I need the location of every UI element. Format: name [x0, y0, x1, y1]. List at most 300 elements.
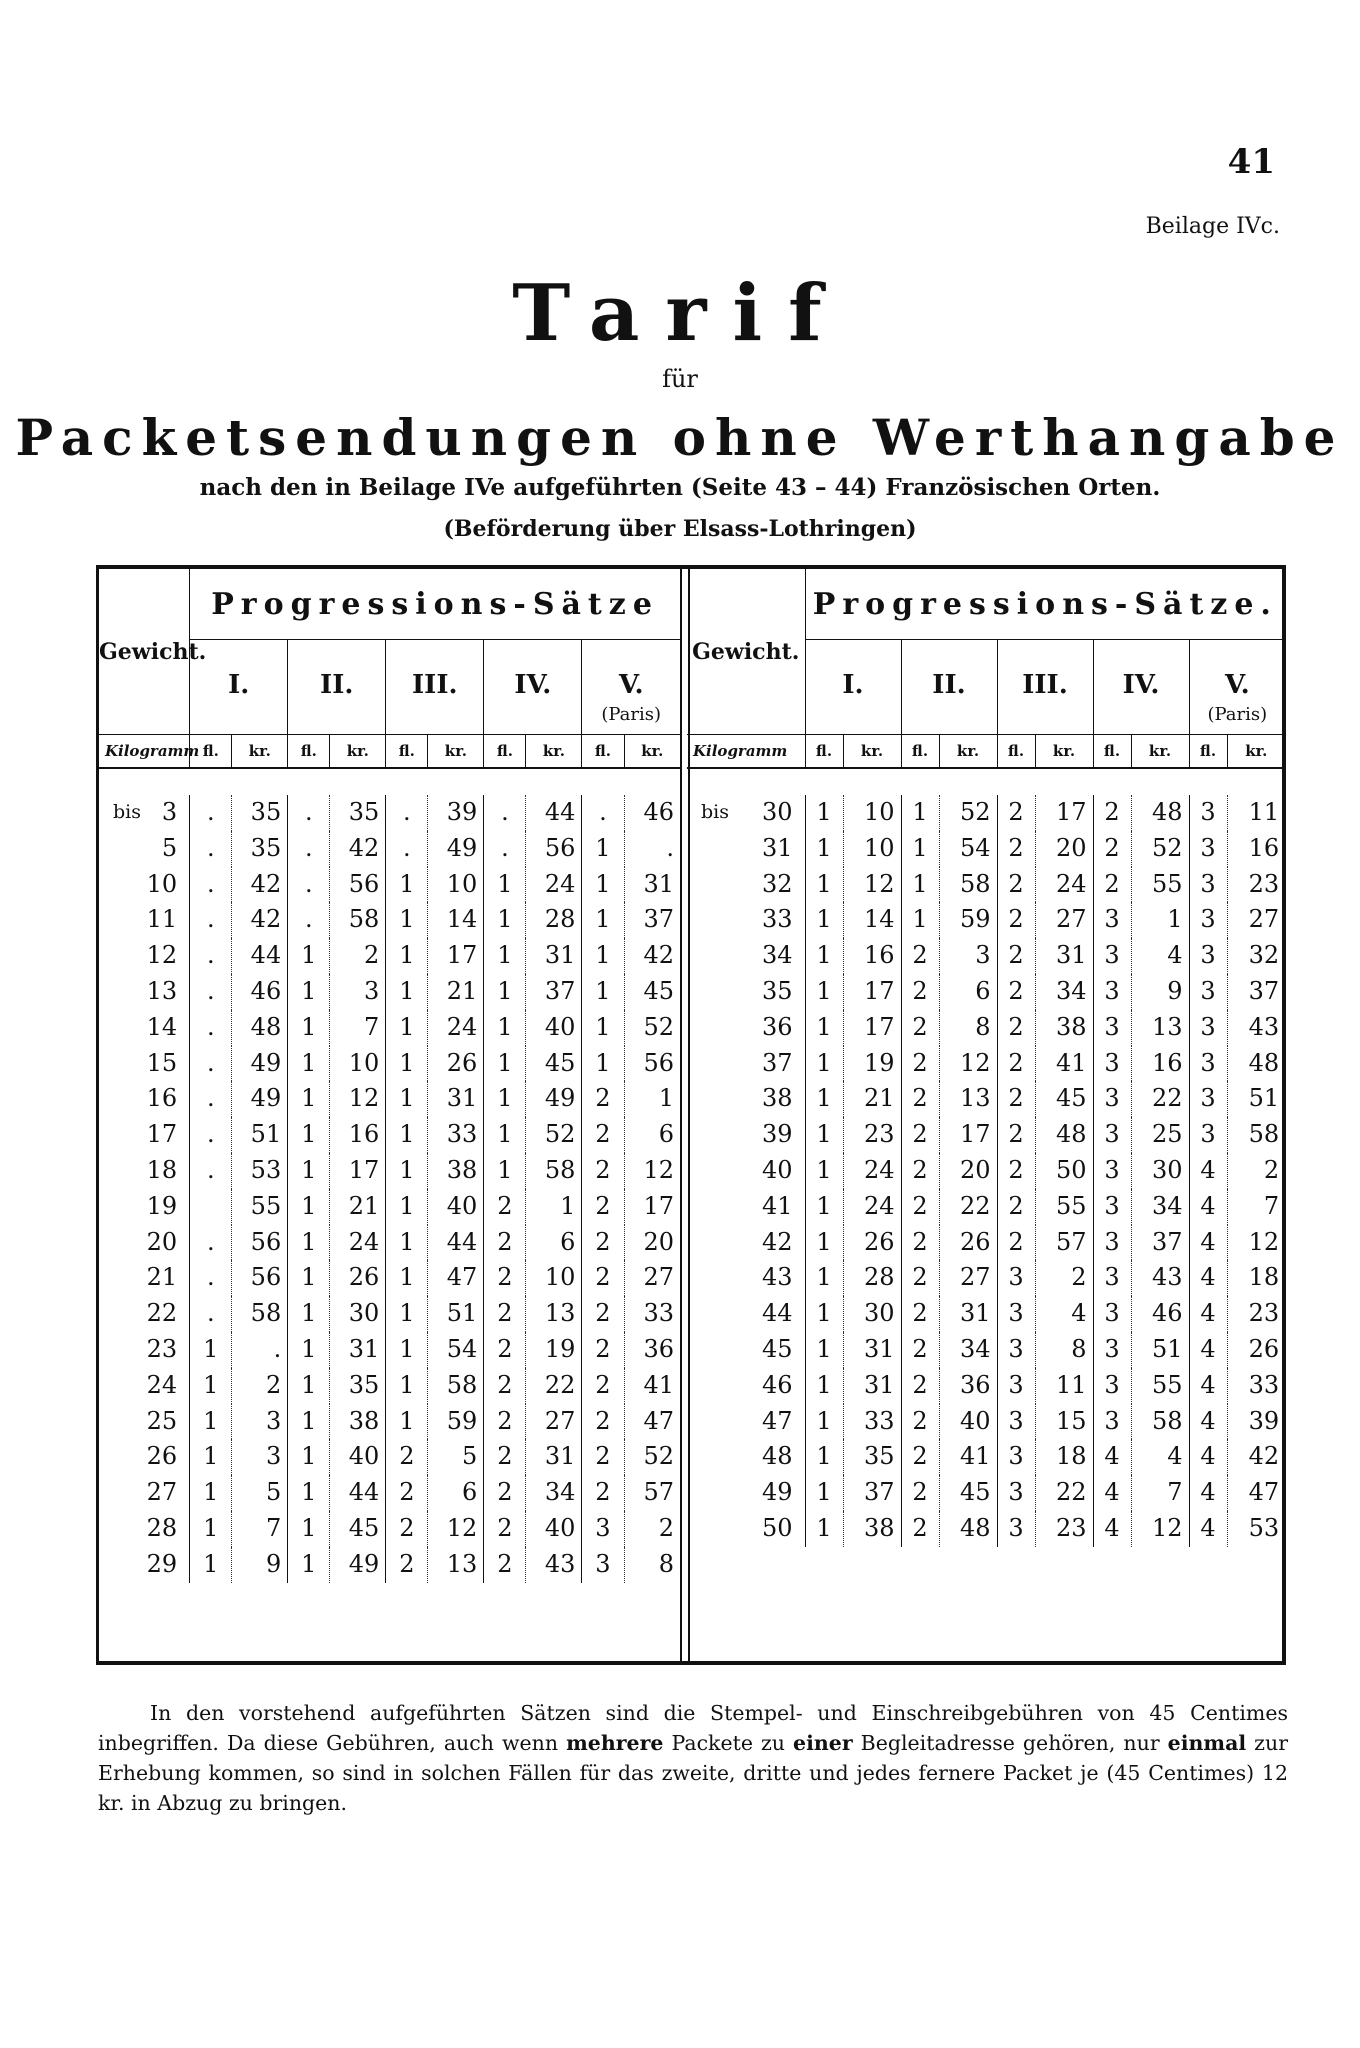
kreuzer-cell: 11	[1227, 795, 1285, 831]
gulden-cell: 1	[288, 1010, 330, 1046]
gulden-cell: 1	[805, 1475, 843, 1511]
kreuzer-cell: 55	[1131, 867, 1189, 903]
gulden-cell: 2	[1093, 867, 1131, 903]
gulden-cell: 2	[582, 1081, 624, 1117]
weight-value: 12	[146, 941, 178, 970]
gulden-cell: 3	[997, 1260, 1035, 1296]
kreuzer-cell: 2	[1227, 1153, 1285, 1189]
weight-value: 19	[146, 1191, 178, 1220]
gulden-cell: 1	[805, 1511, 843, 1547]
class-header: IV.	[484, 640, 582, 735]
kreuzer-cell: 34	[939, 1332, 997, 1368]
gulden-cell: 1	[386, 1081, 428, 1117]
gulden-cell: 1	[386, 1296, 428, 1332]
kreuzer-cell: 20	[1035, 831, 1093, 867]
kreuzer-cell: .	[232, 1332, 288, 1368]
kreuzer-cell: 33	[428, 1117, 484, 1153]
kreuzer-cell: 35	[232, 795, 288, 831]
weight-value: 38	[761, 1084, 793, 1113]
kreuzer-cell: 1	[1131, 902, 1189, 938]
weight-cell	[687, 1189, 805, 1225]
kreuzer-cell: 4	[1131, 1439, 1189, 1475]
kreuzer-cell: 34	[1131, 1189, 1189, 1225]
kreuzer-cell: 23	[1035, 1511, 1093, 1547]
weight-header: Gewicht.	[687, 569, 805, 735]
gulden-cell: 1	[288, 1260, 330, 1296]
gulden-cell	[190, 1189, 232, 1225]
gulden-cell: 1	[190, 1332, 232, 1368]
paris-note: (Paris)	[1207, 704, 1268, 725]
kreuzer-cell: 40	[526, 1010, 582, 1046]
gulden-cell: 2	[484, 1404, 526, 1440]
kreuzer-cell: 46	[232, 974, 288, 1010]
class-header: I.	[190, 640, 288, 735]
table-half-right	[687, 569, 1285, 1661]
gulden-cell: 3	[1093, 1296, 1131, 1332]
kreuzer-cell: 48	[1131, 795, 1189, 831]
kreuzer-cell: 42	[330, 831, 386, 867]
weight-value: 43	[761, 1263, 793, 1292]
kreuzer-cell: 22	[1131, 1081, 1189, 1117]
gulden-cell: 1	[288, 1117, 330, 1153]
gulden-cell: 1	[484, 867, 526, 903]
kreuzer-cell: 49	[526, 1081, 582, 1117]
gulden-cell: 3	[1093, 1260, 1131, 1296]
kreuzer-cell: 24	[526, 867, 582, 903]
gulden-cell: 1	[582, 974, 624, 1010]
gulden-cell: 2	[997, 1117, 1035, 1153]
kreuzer-cell: 55	[232, 1189, 288, 1225]
table-row	[99, 1081, 680, 1117]
kreuzer-cell: 6	[428, 1475, 484, 1511]
kreuzer-cell: 9	[1131, 974, 1189, 1010]
weight-value: 3	[161, 798, 178, 826]
weight-value: 49	[761, 1478, 793, 1507]
footnote-text: Begleitadresse gehören, nur	[852, 1731, 1168, 1755]
gulden-cell: 1	[484, 902, 526, 938]
gulden-cell: 3	[997, 1332, 1035, 1368]
gulden-cell: 2	[484, 1189, 526, 1225]
gulden-cell: 3	[1093, 974, 1131, 1010]
gulden-cell: 1	[386, 1332, 428, 1368]
kreuzer-cell: 24	[843, 1153, 901, 1189]
kreuzer-cell: 52	[1131, 831, 1189, 867]
table-row	[99, 974, 680, 1010]
progression-header: Progressions-Sätze.	[805, 569, 1285, 640]
gulden-cell: 2	[582, 1404, 624, 1440]
kreuzer-cell: 12	[843, 867, 901, 903]
gulden-cell: 2	[582, 1368, 624, 1404]
weight-cell	[687, 902, 805, 938]
kreuzer-cell: 49	[428, 831, 484, 867]
table-row	[99, 1153, 680, 1189]
annex-label: Beilage IVc.	[1145, 214, 1280, 239]
kreuzer-cell: 17	[843, 1010, 901, 1046]
gulden-cell: 1	[805, 902, 843, 938]
kreuzer-cell: 31	[843, 1332, 901, 1368]
kreuzer-cell: 16	[1227, 831, 1285, 867]
kreuzer-cell: 21	[330, 1189, 386, 1225]
table-half-left	[99, 569, 680, 1661]
gulden-cell: 1	[805, 938, 843, 974]
weight-value: 42	[761, 1227, 793, 1256]
kreuzer-cell: 26	[939, 1225, 997, 1261]
gulden-cell: 3	[1093, 1117, 1131, 1153]
footnote-emphasis: mehrere	[566, 1731, 664, 1755]
gulden-cell: 2	[997, 1010, 1035, 1046]
gulden-cell: 2	[901, 1225, 939, 1261]
unit-kr: kr.	[428, 735, 484, 769]
kreuzer-cell: 23	[1227, 1296, 1285, 1332]
kreuzer-cell: 38	[1035, 1010, 1093, 1046]
weight-cell	[687, 1225, 805, 1261]
weight-cell	[99, 1081, 190, 1117]
gulden-cell: 3	[1189, 1046, 1227, 1082]
gulden-cell: 1	[805, 1260, 843, 1296]
gulden-cell: 4	[1189, 1225, 1227, 1261]
kreuzer-cell: 58	[1131, 1404, 1189, 1440]
gulden-cell: 1	[386, 1189, 428, 1225]
kreuzer-cell: 22	[526, 1368, 582, 1404]
weight-cell	[99, 1189, 190, 1225]
kreuzer-cell: 56	[330, 867, 386, 903]
footnote-text: Packete zu	[663, 1731, 794, 1755]
weight-cell	[687, 795, 805, 831]
weight-cell	[687, 1439, 805, 1475]
kreuzer-cell: 6	[939, 974, 997, 1010]
gulden-cell: 2	[582, 1296, 624, 1332]
weight-cell	[687, 1153, 805, 1189]
kreuzer-cell: 17	[624, 1189, 680, 1225]
weight-value: 47	[761, 1406, 793, 1435]
kreuzer-cell: 58	[939, 867, 997, 903]
kreuzer-cell: 37	[843, 1475, 901, 1511]
table-row	[99, 795, 680, 831]
kreuzer-cell: 46	[624, 795, 680, 831]
kreuzer-cell: 28	[526, 902, 582, 938]
weight-cell	[99, 1296, 190, 1332]
kreuzer-cell: 26	[1227, 1332, 1285, 1368]
unit-kr: kr.	[1131, 735, 1189, 769]
kreuzer-cell: 20	[939, 1153, 997, 1189]
gulden-cell: 3	[1189, 1010, 1227, 1046]
kreuzer-cell: 10	[526, 1260, 582, 1296]
gulden-cell: 2	[997, 1046, 1035, 1082]
weight-value: 41	[761, 1191, 793, 1220]
gulden-cell: .	[190, 938, 232, 974]
kreuzer-cell: 24	[330, 1225, 386, 1261]
gulden-cell: 1	[288, 1332, 330, 1368]
weight-cell	[99, 1439, 190, 1475]
kreuzer-cell: 52	[526, 1117, 582, 1153]
unit-kr: kr.	[232, 735, 288, 769]
kreuzer-cell: 7	[1131, 1475, 1189, 1511]
kreuzer-cell: 56	[232, 1260, 288, 1296]
page-title: Tarif	[512, 268, 848, 359]
progression-header: Progressions-Sätze	[190, 569, 680, 640]
kreuzer-cell: 47	[428, 1260, 484, 1296]
gulden-cell: 2	[582, 1332, 624, 1368]
weight-value: 34	[761, 941, 793, 970]
kreuzer-cell: 17	[939, 1117, 997, 1153]
kreuzer-cell: 57	[624, 1475, 680, 1511]
kreuzer-cell: 52	[939, 795, 997, 831]
gulden-cell: 1	[805, 974, 843, 1010]
table-row	[99, 1046, 680, 1082]
kreuzer-cell: 31	[428, 1081, 484, 1117]
kreuzer-cell: 7	[330, 1010, 386, 1046]
gulden-cell: 4	[1189, 1404, 1227, 1440]
kreuzer-cell: 42	[232, 867, 288, 903]
kreuzer-cell: 57	[1035, 1225, 1093, 1261]
gulden-cell: 2	[901, 1153, 939, 1189]
gulden-cell: 1	[386, 1404, 428, 1440]
kreuzer-cell: 25	[1131, 1117, 1189, 1153]
gulden-cell: .	[386, 795, 428, 831]
kreuzer-cell: 49	[232, 1046, 288, 1082]
kreuzer-cell: 52	[624, 1010, 680, 1046]
unit-kr: kr.	[330, 735, 386, 769]
gulden-cell: 1	[288, 1296, 330, 1332]
kreuzer-cell: 21	[428, 974, 484, 1010]
weight-cell	[99, 1404, 190, 1440]
kreuzer-cell: 2	[1035, 1260, 1093, 1296]
class-header: II.	[288, 640, 386, 735]
gulden-cell: .	[190, 974, 232, 1010]
kreuzer-cell: 55	[1131, 1368, 1189, 1404]
gulden-cell: 1	[190, 1404, 232, 1440]
weight-value: 31	[761, 833, 793, 862]
gulden-cell: 1	[386, 1368, 428, 1404]
kreuzer-cell: 45	[526, 1046, 582, 1082]
gulden-cell: 4	[1093, 1511, 1131, 1547]
class-header: I.	[805, 640, 901, 735]
gulden-cell: 1	[805, 1332, 843, 1368]
kreuzer-cell: 12	[428, 1511, 484, 1547]
table-row	[99, 831, 680, 867]
table-row	[687, 1439, 1285, 1475]
kreuzer-cell: 12	[624, 1153, 680, 1189]
kreuzer-cell: 26	[843, 1225, 901, 1261]
table-row	[687, 1368, 1285, 1404]
gulden-cell: 4	[1189, 1439, 1227, 1475]
gulden-cell: .	[190, 867, 232, 903]
kreuzer-cell: 44	[428, 1225, 484, 1261]
kreuzer-cell: 30	[1131, 1153, 1189, 1189]
weight-cell	[99, 1547, 190, 1583]
unit-fl: fl.	[1189, 735, 1227, 769]
gulden-cell: 3	[1093, 1404, 1131, 1440]
kreuzer-cell: 24	[843, 1189, 901, 1225]
table-row	[687, 1153, 1285, 1189]
gulden-cell: .	[190, 1153, 232, 1189]
table-row	[687, 1260, 1285, 1296]
kreuzer-cell: 6	[526, 1225, 582, 1261]
gulden-cell: 2	[386, 1547, 428, 1583]
weight-value: 36	[761, 1012, 793, 1041]
gulden-cell: 1	[805, 795, 843, 831]
gulden-cell: 1	[288, 1046, 330, 1082]
gulden-cell: 1	[901, 902, 939, 938]
gulden-cell: 2	[997, 938, 1035, 974]
gulden-cell: 4	[1189, 1368, 1227, 1404]
gulden-cell: 2	[484, 1260, 526, 1296]
gulden-cell: 1	[901, 795, 939, 831]
weight-value: 48	[761, 1442, 793, 1471]
gulden-cell: 2	[901, 1117, 939, 1153]
table-row	[687, 1296, 1285, 1332]
gulden-cell: 1	[190, 1439, 232, 1475]
table-row	[687, 1189, 1285, 1225]
kreuzer-cell: 8	[939, 1010, 997, 1046]
kreuzer-cell: 1	[526, 1189, 582, 1225]
gulden-cell: 2	[997, 1189, 1035, 1225]
gulden-cell: 3	[1093, 902, 1131, 938]
kreuzer-cell: 55	[1035, 1189, 1093, 1225]
kreuzer-cell: 51	[1131, 1332, 1189, 1368]
kreuzer-cell: 48	[232, 1010, 288, 1046]
gulden-cell: 2	[484, 1475, 526, 1511]
kreuzer-cell: 39	[1227, 1404, 1285, 1440]
kreuzer-cell: 2	[330, 938, 386, 974]
kreuzer-cell: 34	[526, 1475, 582, 1511]
kreuzer-cell: 31	[939, 1296, 997, 1332]
table-row	[99, 938, 680, 974]
gulden-cell: 2	[386, 1511, 428, 1547]
gulden-cell: 3	[582, 1511, 624, 1547]
gulden-cell: 4	[1189, 1189, 1227, 1225]
kreuzer-cell: 32	[1227, 938, 1285, 974]
gulden-cell: 1	[386, 1046, 428, 1082]
kreuzer-cell: 12	[939, 1046, 997, 1082]
weight-value: 16	[146, 1084, 178, 1113]
gulden-cell: 1	[805, 1404, 843, 1440]
gulden-cell: 1	[901, 831, 939, 867]
weight-value: 33	[761, 905, 793, 934]
kreuzer-cell: 9	[232, 1547, 288, 1583]
kreuzer-cell: .	[624, 831, 680, 867]
gulden-cell: 1	[386, 938, 428, 974]
gulden-cell: 1	[288, 974, 330, 1010]
kreuzer-cell: 18	[1035, 1439, 1093, 1475]
weight-value: 22	[146, 1299, 178, 1328]
gulden-cell: 1	[386, 1260, 428, 1296]
gulden-cell: 1	[484, 1081, 526, 1117]
gulden-cell: 2	[386, 1475, 428, 1511]
kreuzer-cell: 7	[1227, 1189, 1285, 1225]
gulden-cell: .	[288, 795, 330, 831]
kreuzer-cell: 14	[428, 902, 484, 938]
weight-cell	[99, 902, 190, 938]
gulden-cell: 3	[1093, 1153, 1131, 1189]
gulden-cell: .	[386, 831, 428, 867]
kreuzer-cell: 17	[843, 974, 901, 1010]
gulden-cell: 3	[997, 1368, 1035, 1404]
gulden-cell: .	[190, 831, 232, 867]
kreuzer-cell: 56	[526, 831, 582, 867]
weight-value: 44	[761, 1299, 793, 1328]
weight-value: 23	[146, 1334, 178, 1363]
kreuzer-cell: 17	[428, 938, 484, 974]
gulden-cell: .	[190, 795, 232, 831]
kreuzer-cell: 58	[1227, 1117, 1285, 1153]
kreuzer-cell: 13	[428, 1547, 484, 1583]
kreuzer-cell: 21	[843, 1081, 901, 1117]
gulden-cell: 3	[1189, 1117, 1227, 1153]
weight-cell	[99, 1511, 190, 1547]
weight-value: 10	[146, 869, 178, 898]
gulden-cell: 2	[386, 1439, 428, 1475]
weight-value: 28	[146, 1513, 178, 1542]
gulden-cell: .	[190, 1046, 232, 1082]
gulden-cell: 3	[1189, 831, 1227, 867]
kreuzer-cell: 49	[232, 1081, 288, 1117]
gulden-cell: 2	[901, 1046, 939, 1082]
weight-value: 15	[146, 1048, 178, 1077]
gulden-cell: 1	[805, 1081, 843, 1117]
page-subtitle: Packetsendungen ohne Werthangabe	[15, 408, 1345, 467]
kreuzer-cell: 17	[330, 1153, 386, 1189]
unit-fl: fl.	[386, 735, 428, 769]
gulden-cell: 2	[582, 1225, 624, 1261]
gulden-cell: 3	[1093, 1081, 1131, 1117]
kreuzer-cell: 30	[843, 1296, 901, 1332]
kreuzer-cell: 10	[330, 1046, 386, 1082]
kreuzer-cell: 11	[1035, 1368, 1093, 1404]
gulden-cell: 2	[901, 1511, 939, 1547]
kreuzer-cell: 45	[939, 1475, 997, 1511]
table-row	[687, 1081, 1285, 1117]
weight-value: 46	[761, 1370, 793, 1399]
gulden-cell: 2	[901, 1010, 939, 1046]
kreuzer-cell: 56	[624, 1046, 680, 1082]
title-connector: für	[662, 365, 698, 393]
unit-kr: kr.	[1227, 735, 1285, 769]
kreuzer-cell: 45	[624, 974, 680, 1010]
weight-cell	[99, 1368, 190, 1404]
gulden-cell: 2	[582, 1439, 624, 1475]
gulden-cell: 1	[805, 1439, 843, 1475]
gulden-cell: 2	[901, 1404, 939, 1440]
kreuzer-cell: 27	[1227, 902, 1285, 938]
unit-kr: kr.	[526, 735, 582, 769]
gulden-cell: 1	[805, 1296, 843, 1332]
kreuzer-cell: 17	[1035, 795, 1093, 831]
gulden-cell: 3	[997, 1296, 1035, 1332]
gulden-cell: 1	[386, 902, 428, 938]
table-row	[99, 1189, 680, 1225]
kreuzer-cell: 37	[1131, 1225, 1189, 1261]
gulden-cell: 1	[805, 1189, 843, 1225]
gulden-cell: 3	[1093, 1189, 1131, 1225]
gulden-cell: 3	[1093, 1046, 1131, 1082]
weight-value: 13	[146, 976, 178, 1005]
kreuzer-cell: 43	[1227, 1010, 1285, 1046]
kreuzer-cell: 49	[330, 1547, 386, 1583]
kreuzer-cell: 27	[624, 1260, 680, 1296]
table-row	[99, 1332, 680, 1368]
kreuzer-cell: 50	[1035, 1153, 1093, 1189]
gulden-cell: 1	[582, 867, 624, 903]
weight-value: 26	[146, 1442, 178, 1471]
weight-cell	[99, 974, 190, 1010]
gulden-cell: 1	[582, 831, 624, 867]
class-header-paris	[582, 640, 680, 735]
table-row	[99, 1010, 680, 1046]
gulden-cell: 2	[997, 831, 1035, 867]
gulden-cell: 3	[582, 1547, 624, 1583]
kreuzer-cell: 31	[843, 1368, 901, 1404]
